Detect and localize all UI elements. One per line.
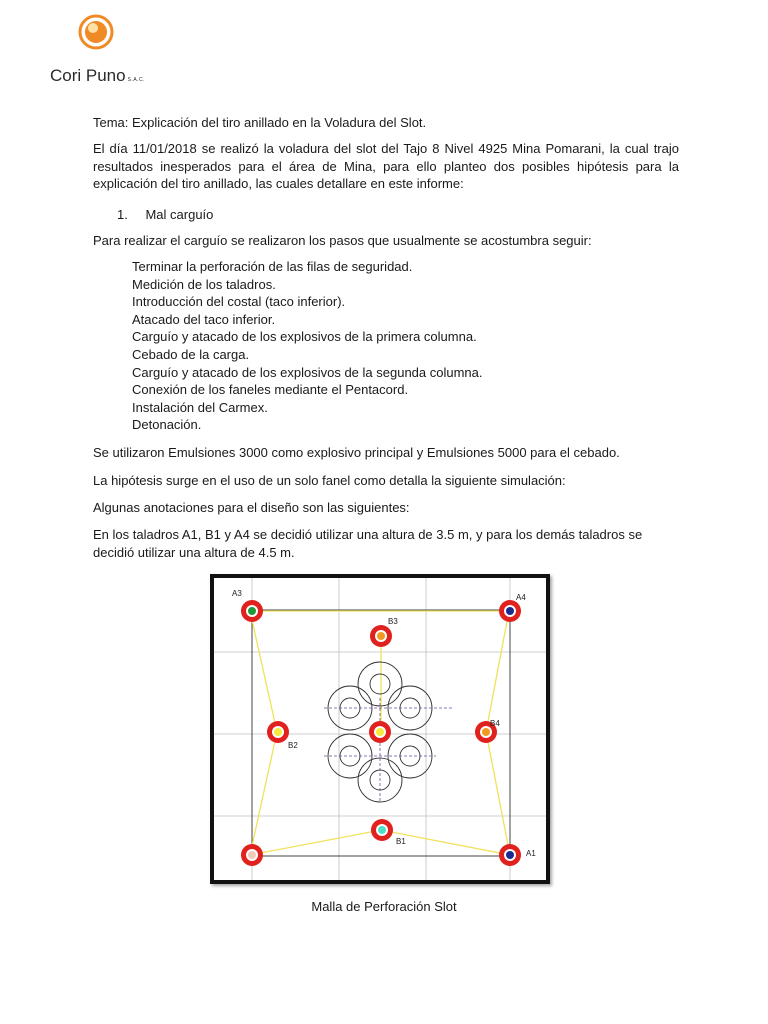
label-A4: A4	[516, 593, 526, 602]
step-item: Cebado de la carga.	[132, 346, 250, 362]
company-name: Cori Puno S.A.C.	[50, 66, 146, 85]
label-B3: B3	[388, 617, 398, 626]
step-item: Terminar la perforación de las filas de seguridad.	[132, 259, 413, 274]
intro-paragraph: El día 11/01/2018 se realizó la voladura del slot del Tajo 8 Nivel 4925 Mina Pomarani, la cual trajo resultados inesperados para el área de Mina, para ello planteo dos posibles hipótesis para la explicación del tiro anillado, las cuales detallare en este informe:	[93, 141, 679, 191]
explosives-paragraph: Se utilizaron Emulsiones 3000 como explosivo principal y Emulsiones 5000 para el cebado.	[93, 445, 620, 460]
hole-B2	[267, 721, 289, 743]
company-logo	[50, 14, 180, 84]
hole-A3	[241, 600, 263, 622]
procedure-steps	[132, 258, 483, 434]
step-item: Carguío y atacado de los explosivos de la primera columna.	[132, 329, 477, 345]
hole-B1	[371, 819, 393, 841]
hole-A2	[241, 844, 263, 866]
notes-intro: Algunas anotaciones para el diseño son las siguientes:	[93, 500, 410, 515]
section-1-heading	[117, 206, 213, 223]
cori-puno-emblem-icon	[78, 14, 116, 64]
label-A1: A1	[526, 849, 536, 858]
hole-center	[369, 721, 391, 743]
drilling-mesh-figure	[210, 574, 550, 884]
hypothesis-paragraph: La hipótesis surge en el uso de un solo fanel como detalla la siguiente simulación:	[93, 473, 566, 488]
label-A3: A3	[232, 589, 242, 598]
procedure-intro: Para realizar el carguío se realizaron los pasos que usualmente se acostumbra seguir:	[93, 233, 592, 248]
hole-B3	[370, 625, 392, 647]
step-item: Conexión de los faneles mediante el Pentacord.	[132, 382, 409, 398]
figure-caption: Malla de Perforación Slot	[311, 899, 457, 914]
step-item: Carguío y atacado de los explosivos de la segunda columna.	[132, 364, 483, 380]
step-item: Detonación.	[132, 417, 202, 433]
step-item: Instalación del Carmex.	[132, 399, 268, 415]
step-item: Introducción del costal (taco inferior).	[132, 294, 346, 310]
design-note: En los taladros A1, B1 y A4 se decidió utilizar una altura de 3.5 m, y para los demás taladros se decidió utilizar una altura de 4.5 m.	[93, 527, 643, 560]
step-item: Atacado del taco inferior.	[132, 311, 276, 327]
section-1-title: Mal carguío	[145, 207, 214, 222]
drilling-mesh-diagram	[214, 578, 546, 880]
section-1-number: 1.	[117, 207, 128, 222]
topic-line: Tema: Explicación del tiro anillado en la Voladura del Slot.	[93, 115, 427, 130]
label-B4: B4	[490, 719, 500, 728]
step-item: Medición de los taladros.	[132, 276, 276, 292]
label-B1: B1	[396, 837, 406, 846]
label-B2: B2	[288, 741, 298, 750]
hole-A4	[499, 600, 521, 622]
hole-A1	[499, 844, 521, 866]
